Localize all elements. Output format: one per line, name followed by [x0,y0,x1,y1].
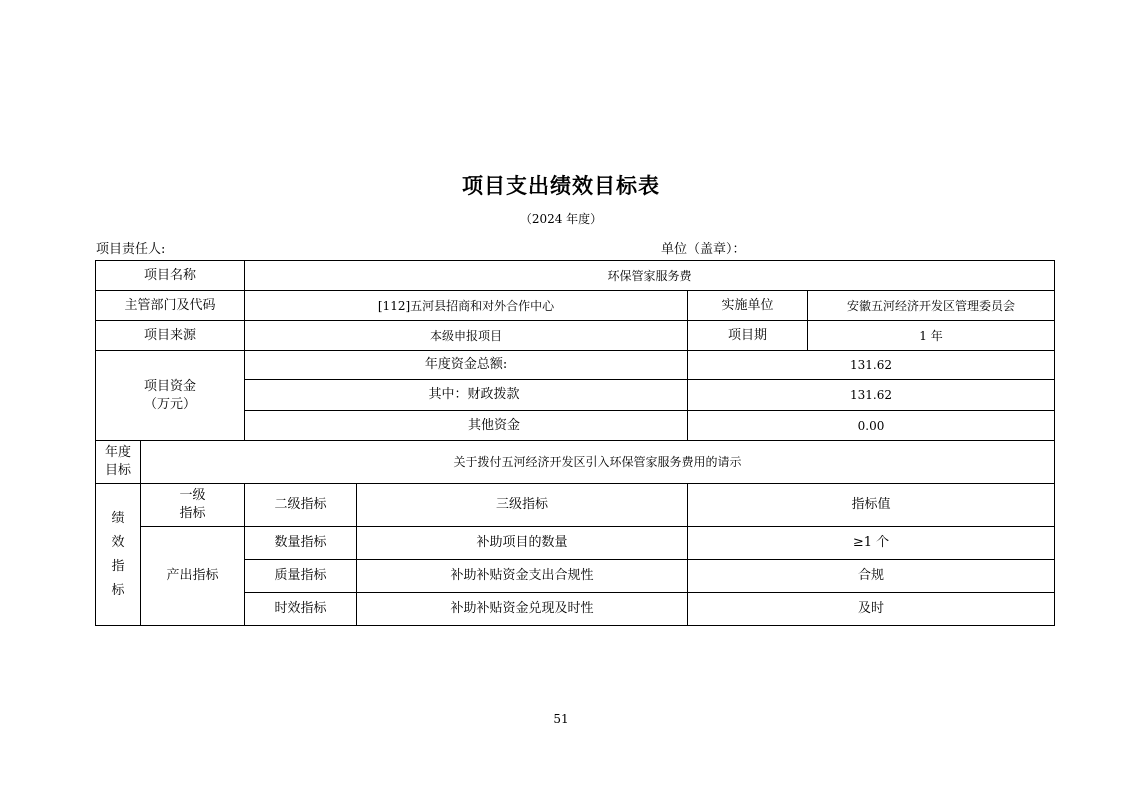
period-value: 1 年 [808,321,1055,351]
dept-value: [112]五河县招商和对外合作中心 [245,291,688,321]
annual-goal-value: 关于拨付五河经济开发区引入环保管家服务费用的请示 [141,441,1055,484]
indicator-level3: 补助补贴资金兑现及时性 [357,593,688,626]
impl-unit-value: 安徽五河经济开发区管理委员会 [808,291,1055,321]
page-number: 51 [553,712,569,726]
funds-fiscal-value: 131.62 [688,380,1055,411]
performance-target-table [95,260,1055,626]
header-value: 指标值 [688,484,1055,527]
period-label: 项目期 [688,321,808,351]
unit-seal-label: 单位（盖章）： [661,242,746,257]
funds-total-value: 131.62 [688,351,1055,380]
indicator-value: 及时 [688,593,1055,626]
indicator-level2: 时效指标 [245,593,357,626]
indicator-level3: 补助补贴资金支出合规性 [357,560,688,593]
indicator-value: ≥1 个 [688,527,1055,560]
project-name-value: 环保管家服务费 [245,261,1055,291]
responsible-label: 项目责任人: [96,242,166,257]
header-level1: 一级 指标 [141,484,245,527]
impl-unit-label: 实施单位 [688,291,808,321]
indicator-value: 合规 [688,560,1055,593]
page-title: 项目支出绩效目标表 [462,174,660,198]
indicator-level3: 补助项目的数量 [357,527,688,560]
year-subtitle: （2024 年度） [519,212,603,226]
funds-fiscal-label: 其中：财政拨款 [245,380,688,411]
header-level3: 三级指标 [357,484,688,527]
header-level2: 二级指标 [245,484,357,527]
indicator-level2: 数量指标 [245,527,357,560]
output-indicator-label: 产出指标 [141,527,245,626]
dept-label: 主管部门及代码 [96,291,245,321]
funds-label: 项目资金 （万元） [96,351,245,441]
funds-other-label: 其他资金 [245,411,688,441]
project-name-label: 项目名称 [96,261,245,291]
perf-indicator-label: 绩 效 指 标 [96,484,141,626]
funds-total-label: 年度资金总额: [245,351,688,380]
indicator-level2: 质量指标 [245,560,357,593]
source-value: 本级申报项目 [245,321,688,351]
annual-goal-label: 年度 目标 [96,441,141,484]
source-label: 项目来源 [96,321,245,351]
funds-other-value: 0.00 [688,411,1055,441]
